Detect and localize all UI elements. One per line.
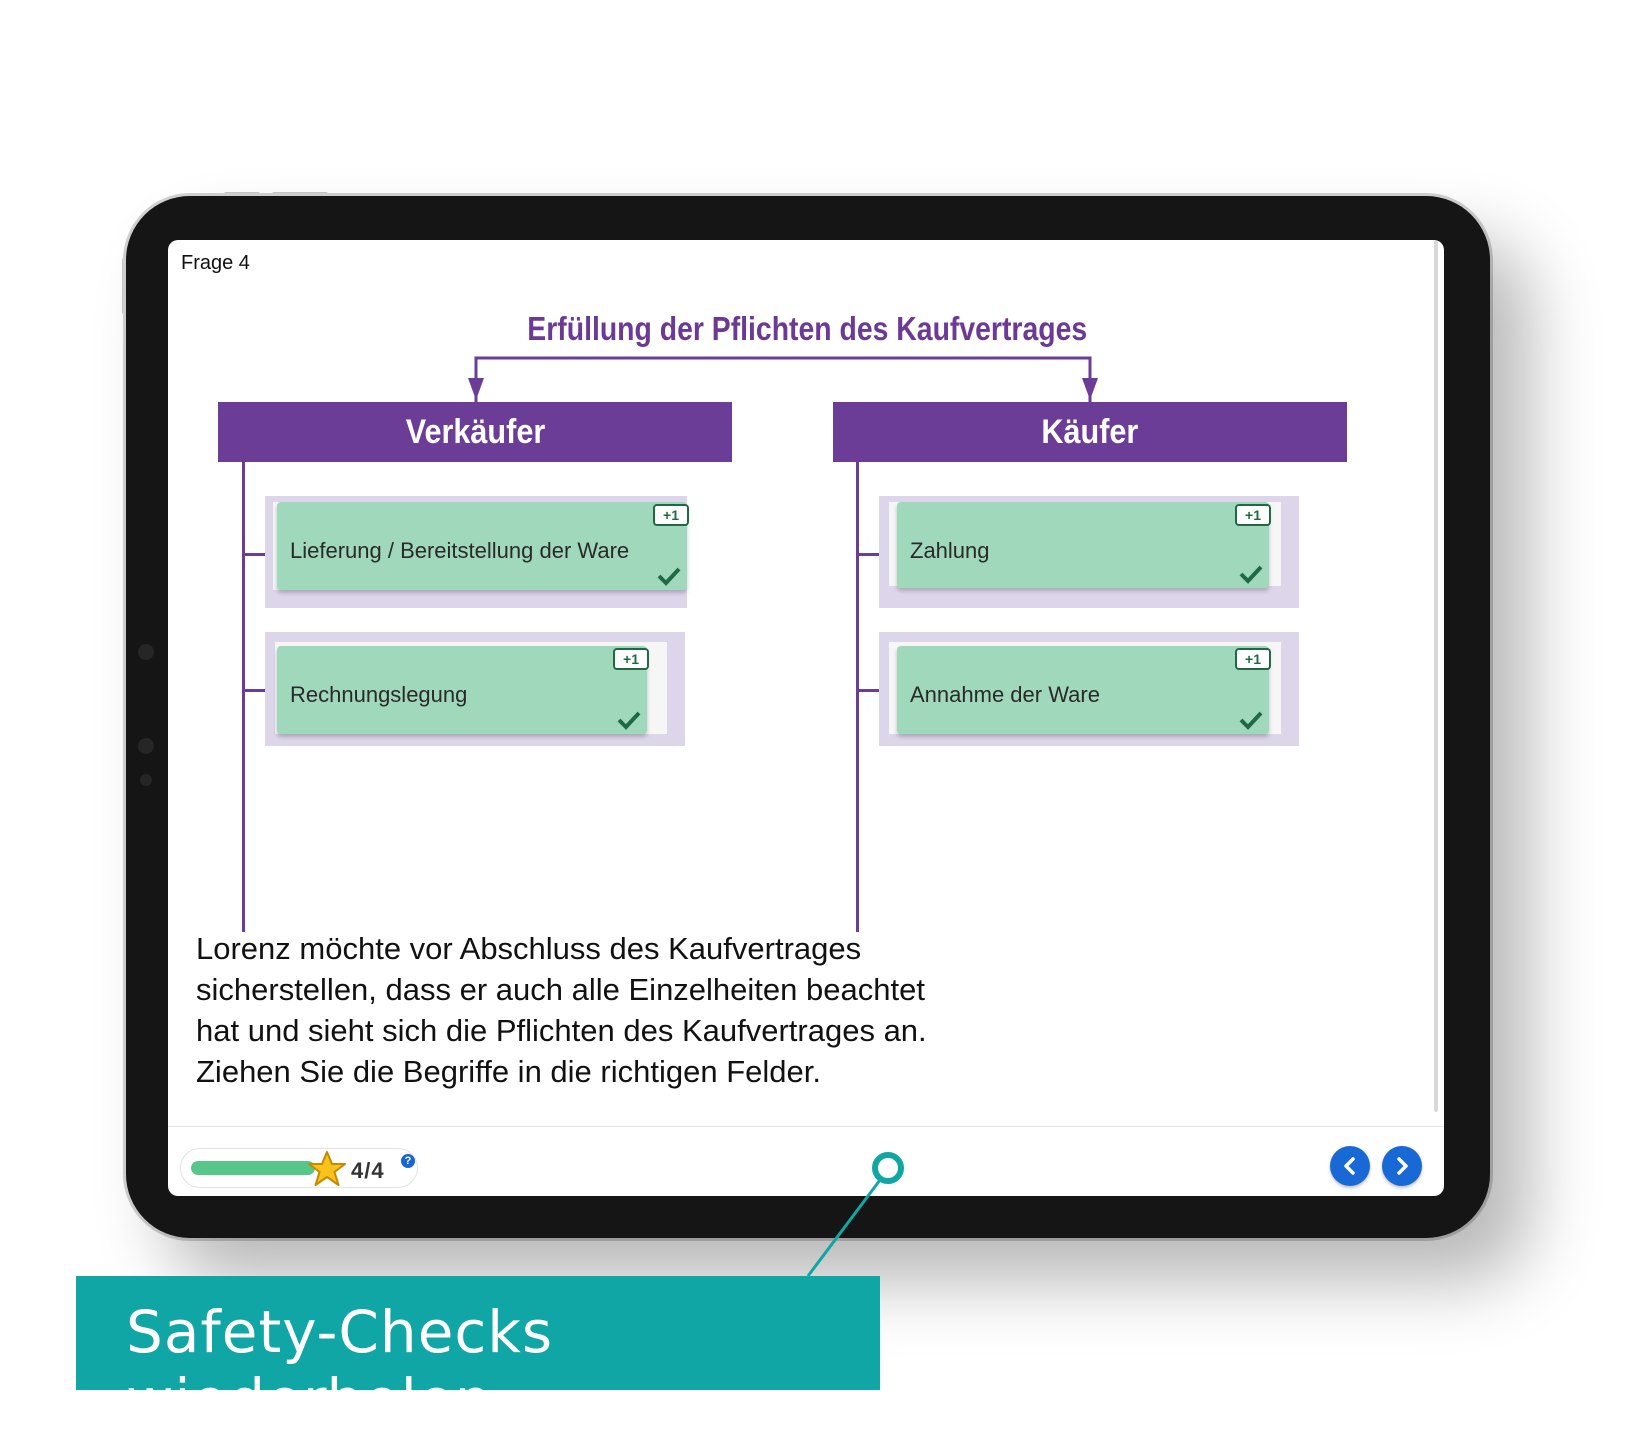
title-bracket [168,240,1444,410]
camera-dot [138,738,154,754]
card-label: Rechnungslegung [290,682,468,707]
connector-line [856,553,880,556]
drop-slot[interactable] [879,496,1299,608]
card-label: Zahlung [910,538,990,563]
card-label: Lieferung / Bereitstellung der Ware [290,538,630,563]
answer-card[interactable] [897,646,1269,734]
drop-slot[interactable] [879,632,1299,746]
tablet-screen [168,240,1444,1196]
drop-slot[interactable] [265,496,687,608]
connector-line [242,689,266,692]
drop-slot[interactable] [265,632,685,746]
plus-one-badge: +1 [1235,648,1271,670]
check-icon [1239,710,1263,730]
question-line: Ziehen Sie die Begriffe in die richtigen Felder. [196,1054,821,1089]
plus-one-badge: +1 [653,504,689,526]
progress-fill [191,1161,315,1175]
plus-one-badge: +1 [1235,504,1271,526]
next-button[interactable] [1382,1146,1422,1186]
diagram-title: Erfüllung der Pflichten des Kaufvertrages [527,310,1088,347]
camera-dot [138,644,154,660]
callout-ring [872,1152,904,1184]
connector-line [856,689,880,692]
progress-indicator [180,1148,418,1188]
answer-card[interactable] [277,646,647,734]
question-line: Lorenz möchte vor Abschluss des Kaufvertrages [196,931,862,966]
check-icon [617,710,641,730]
feature-banner [76,1276,880,1434]
chevron-right-icon [1382,1146,1422,1186]
connector-line [242,553,266,556]
answer-card[interactable] [897,502,1269,588]
question-number: Frage 4 [181,252,250,274]
chevron-left-icon [1330,1146,1370,1186]
star-icon [307,1149,347,1189]
question-line: sicherstellen, dass er auch alle Einzelheiten beachtet [196,972,925,1007]
column-header-verkaeufer: Verkäufer [218,402,732,462]
check-icon [657,566,681,586]
prev-button[interactable] [1330,1146,1370,1186]
score-text: 4/4 [351,1158,385,1183]
footer-divider [168,1126,1444,1127]
banner-text: Safety-Checks wiederholen [126,1298,554,1434]
card-label: Annahme der Ware [910,682,1100,707]
plus-one-badge: +1 [613,648,649,670]
question-line: hat und sieht sich die Pflichten des Kaufvertrages an. [196,1013,927,1048]
connector-line [242,462,245,932]
check-icon [1239,564,1263,584]
camera-dot [140,774,152,786]
connector-line [856,462,859,932]
column-header-kaeufer: Käufer [833,402,1347,462]
question-text [196,928,1016,1092]
help-icon[interactable]: ? [401,1154,415,1168]
progress-bar [191,1161,315,1175]
answer-card[interactable] [277,502,687,590]
scrollbar[interactable] [1434,240,1438,1112]
